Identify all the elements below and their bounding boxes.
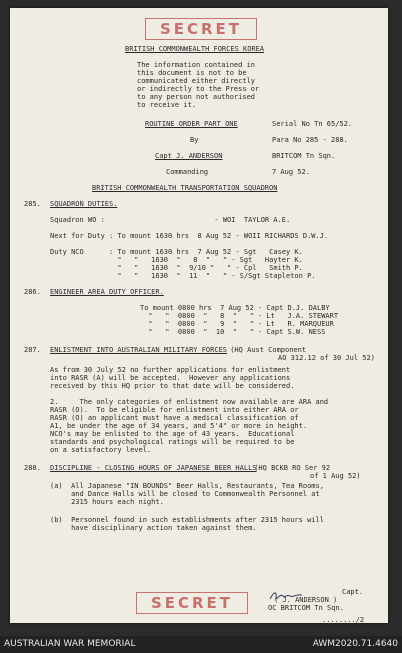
secret-stamp-bottom: SECRET [136,592,248,614]
signature-name: ( J. ANDERSON ) [274,596,338,604]
para-287-reference: (HQ Aust Component [226,346,307,354]
para-288-reference-2: of 1 Aug 52) [310,472,361,480]
continuation-marker: ......../2 [322,616,365,624]
org-heading: BRITISH COMMONWEALTH FORCES KOREA [125,45,265,53]
para-287-reference-2: AO 312.12 of 30 Jul 52) [278,354,375,362]
para-287-title: ENLISTMENT INTO AUSTRALIAN MILITARY FORCES [50,346,228,354]
signature-rank: Capt. [342,588,364,596]
commanding-label: Commanding [166,168,209,176]
commander-name: Capt J. ANDERSON [155,152,223,160]
order-date: 7 Aug 52. [272,168,310,176]
by-label: By [190,136,199,144]
routine-order-title: ROUTINE ORDER PART ONE [145,120,238,128]
archive-reference: AWM2020.71.4640 [312,639,398,649]
document-page: SECRET BRITISH COMMONWEALTH FORCES KOREA The information contained in this document is not to be communicated either directly or indirectly to the Press or to any person not authorised to receive it. ROUTINE ORDER PART ONE By Capt J. ANDERSON Commanding Serial No Tn 65/52. Para No 285 - 288. BRITCOM Tn Sqn. 7 Aug 52. BRITISH COMMONWEALTH TRANSPORTATION SQUADRON 285. SQUADRON DUTIES. Squadron WO : - WOI TAYLOR A.E. Next for Duty : To mount 1630 hrs 8 Aug 52 - WOII RICHARDS D.W.J. Duty NCO : To mount 1630 hrs 7 Aug 52 - Sgt Casey K. " " 1630 " 8 " " - Sgt Hayter K. " " 1630 " 9/10 " " - Cpl Smith P. " " 1630 " 11 " " - S/Sgt Stapleton P. 286. ENGINEER AREA DUTY OFFICER. To mount 0800 hrs 7 Aug 52 - Capt D.J. DALBY " " 0800 " 8 " " - Lt J.A. STEWART " " 0800 " 9 " " - Lt R. MARQUEUR " " 0800 " 10 " " - Capt S.W. NESS 287. ENLISTMENT INTO AUSTRALIAN MILITARY FORCES (HQ Aust Component AO 312.12 of 30 Jul 52) As from 30 July 52 no further applications for enlistment into RASR (A) will be accepted. However any applications received by this HQ prior to that date will be considered. 2. The only categories of enlistment now available are ARA and RASR (O). To be eligible for enlistment into either ARA or RASR (O) an applicant must have a medical classification of A1, be under the age of 34 years, and 5'4" or more in height. NCO's may be enlisted to the age of 43 years. Educational standards and psychological ratings will be required to be on a satisfactory level. 288. DISCIPLINE - CLOSING HOURS OF JAPANESE BEER HALLS (HQ BCKB RO Ser 92 of 1 Aug 52) (a) All Japanese "IN BOUNDS" Beer Halls, Restaurants, Tea Rooms, and Dance Halls will be closed to Commonwealth Personnel at 2315 hours each night. (b) Personnel found in such establishments after 2315 hours will have disciplinary action taken against them. Capt. ( J. ANDERSON ) OC BRITCOM Tn Sqn. SECRET ......../2 [10,8,388,623]
para-285-title: SQUADRON DUTIES. [50,200,118,208]
para-numbers: Para No 285 - 288. [272,136,348,144]
para-286-title: ENGINEER AREA DUTY OFFICER. [50,288,164,296]
unit-short: BRITCOM Tn Sqn. [272,152,336,160]
unit-title: BRITISH COMMONWEALTH TRANSPORTATION SQUADRON [92,184,278,192]
signature-unit: OC BRITCOM Tn Sqn. [268,604,344,612]
serial-number: Serial No Tn 65/52. [272,120,353,128]
para-288-reference: (HQ BCKB RO Ser 92 [250,464,331,472]
archive-name: AUSTRALIAN WAR MEMORIAL [4,639,136,649]
para-286-number: 286. [24,288,41,296]
para-288-number: 288. [24,464,41,472]
para-287-number: 287. [24,346,41,354]
para-288-title: DISCIPLINE - CLOSING HOURS OF JAPANESE BEER HALLS [50,464,257,472]
para-285-number: 285. [24,200,41,208]
secret-stamp-top: SECRET [145,18,257,40]
archive-caption-bar [0,636,402,653]
